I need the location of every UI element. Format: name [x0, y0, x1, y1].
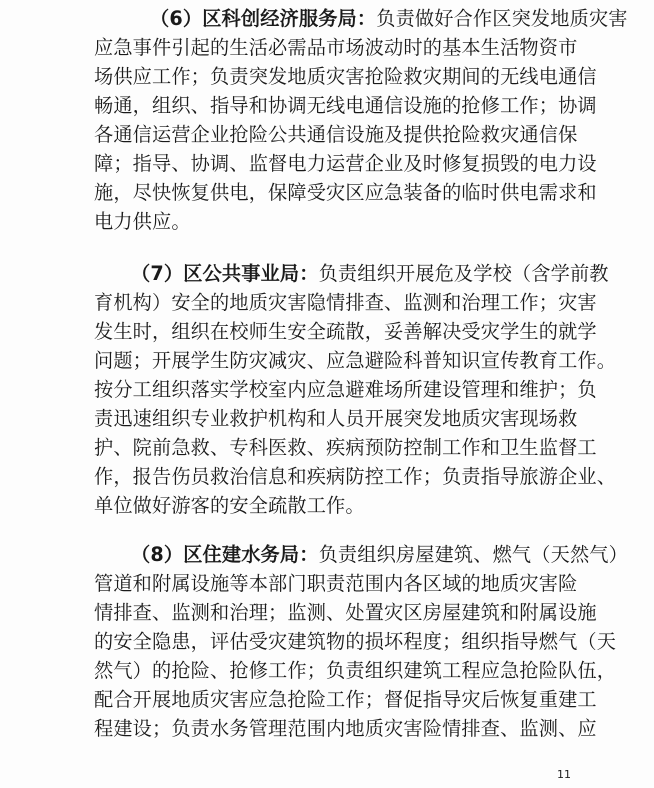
section-heading: 区科创经济服务局：: [202, 7, 377, 30]
paragraph-line: 问题；开展学生防灾减灾、应急避险科普知识宣传教育工作。: [94, 349, 617, 372]
paragraph-line: 障；指导、协调、监督电力运营企业及时修复损毁的电力设: [94, 152, 597, 175]
section-number: （6）: [150, 7, 203, 30]
line-text: 负责组织开展危及学校（含学前教: [318, 262, 609, 285]
section-heading: 区住建水务局：: [183, 543, 319, 566]
paragraph-line: 程建设；负责水务管理范围内地质灾害险情排查、监测、应: [94, 717, 597, 740]
paragraph-line: 护、院前急救、专科医救、疾病预防控制工作和卫生监督工: [94, 436, 597, 459]
section-number: （7）: [131, 262, 184, 285]
paragraph-line: 按分工组织落实学校室内应急避难场所建设管理和维护；负: [94, 378, 597, 401]
paragraph-line: 管道和附属设施等本部门职责范围内各区域的地质灾害险: [94, 572, 578, 595]
paragraph-line: 责迅速组织专业救护机构和人员开展突发地质灾害现场救: [94, 407, 578, 430]
paragraph-line: 然气）的抢险、抢修工作；负责组织建筑工程应急抢险队伍，: [94, 659, 617, 682]
paragraph-line: 情排查、监测和治理；监测、处置灾区房屋建筑和附属设施: [94, 601, 597, 624]
paragraph-line: 的安全隐患，评估受灾建筑物的损坏程度；组织指导燃气（天: [94, 630, 617, 653]
line-text: 负责做好合作区突发地质灾害: [376, 7, 628, 30]
section-number: （8）: [131, 543, 184, 566]
paragraph-line: 配合开展地质灾害应急抢险工作；督促指导灾后恢复重建工: [94, 688, 597, 711]
paragraph-line: 施，尽快恢复供电，保障受灾区应急装备的临时供电需求和: [94, 181, 597, 204]
paragraph-line: [131, 543, 628, 567]
paragraph-line: 应急事件引起的生活必需品市场波动时的基本生活物资市: [94, 36, 578, 59]
paragraph-line: 各通信运营企业抢险公共通信设施及提供抢险救灾通信保: [94, 123, 578, 146]
paragraph-line: 单位做好游客的安全疏散工作。: [94, 494, 365, 517]
paragraph-line: 畅通，组织、指导和协调无线电通信设施的抢修工作；协调: [94, 94, 597, 117]
section-heading: 区公共事业局：: [183, 262, 319, 285]
line-text: 负责组织房屋建筑、燃气（天然气）: [318, 543, 628, 566]
paragraph-line: 育机构）安全的地质灾害隐情排查、监测和治理工作；灾害: [94, 291, 597, 314]
page-number: 11: [557, 768, 571, 781]
paragraph-line: 发生时，组织在校师生安全疏散，妥善解决受灾学生的就学: [94, 320, 597, 343]
paragraph-line: 作，报告伤员救治信息和疾病防控工作；负责指导旅游企业、: [94, 465, 617, 488]
paragraph-line: [150, 7, 628, 31]
paragraph-line: 场供应工作；负责突发地质灾害抢险救灾期间的无线电通信: [94, 65, 597, 88]
paragraph-line: [131, 262, 609, 286]
paragraph-line: 电力供应。: [94, 210, 191, 233]
